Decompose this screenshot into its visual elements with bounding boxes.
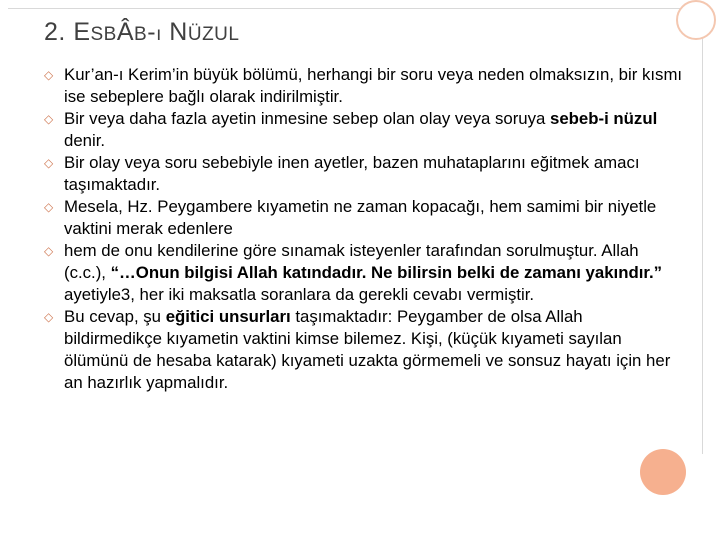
- bullet-bold-text: “…Onun bilgisi Allah katındadır. Ne bilirsin belki de zamanı yakındır.”: [110, 263, 663, 282]
- title-number: 2.: [44, 18, 66, 46]
- decorative-outline-circle: [676, 0, 716, 40]
- hollow-diamond-bullet-icon: ◇: [44, 200, 54, 214]
- title-part: B: [134, 24, 148, 45]
- bullet-item: [44, 64, 684, 108]
- hollow-diamond-bullet-icon: ◇: [44, 112, 54, 126]
- bullet-text: hem de onu kendilerine göre sınamak isteyenler tarafından sorulmuştur. Allah (c.c.),: [64, 241, 639, 282]
- slide-frame-top-line: [8, 8, 708, 9]
- title-part: ı: [156, 24, 162, 45]
- title-part: SB: [90, 24, 117, 45]
- bullet-text: denir.: [64, 131, 106, 150]
- title-part: E: [73, 18, 91, 46]
- bullet-list: [44, 64, 684, 394]
- bullet-item: [44, 240, 684, 306]
- decorative-orange-circle: [640, 449, 686, 495]
- hollow-diamond-bullet-icon: ◇: [44, 310, 54, 324]
- title-part: Â: [116, 18, 135, 46]
- bullet-text: Bir olay veya soru sebebiyle inen ayetler, bazen muhataplarını eğitmek amacı taşımaktadır.: [64, 153, 640, 194]
- bullet-item: [44, 196, 684, 240]
- bullet-item: [44, 108, 684, 152]
- bullet-bold-text: sebeb-i nüzul: [550, 109, 658, 128]
- slide-title: [44, 18, 239, 47]
- bullet-item: [44, 306, 684, 394]
- hollow-diamond-bullet-icon: ◇: [44, 156, 54, 170]
- slide-frame-right-line: [702, 8, 703, 454]
- bullet-text: Kur’an-ı Kerim’in büyük bölümü, herhangi bir soru veya neden olmaksızın, bir kısmı ise sebeplere bağlı olarak indirilmiştir.: [64, 65, 683, 106]
- bullet-item: [44, 152, 684, 196]
- title-part: ÜZUL: [187, 24, 240, 45]
- hollow-diamond-bullet-icon: ◇: [44, 244, 54, 258]
- hollow-diamond-bullet-icon: ◇: [44, 68, 54, 82]
- bullet-text: Bu cevap, şu: [64, 307, 166, 326]
- bullet-text: Mesela, Hz. Peygambere kıyametin ne zaman kopacağı, hem samimi bir niyetle vaktini merak edenlere: [64, 197, 657, 238]
- bullet-text: taşımaktadır: Peygamber de olsa Allah bildirmedikçe kıyametin vaktini kimse bilemez. Kişi, (küçük kıyameti sayılan ölümünü de hesaba katarak) kıyameti uzakta görmemeli ve sonsuz hayatı için her an hazırlık yapmalıdır.: [64, 307, 671, 392]
- title-part: -: [147, 18, 157, 46]
- bullet-text: ayetiyle3, her iki maksatla soranlara da gerekli cevabı vermiştir.: [64, 285, 535, 304]
- bullet-bold-text: eğitici unsurları: [165, 307, 291, 326]
- bullet-text: Bir veya daha fazla ayetin inmesine sebep olan olay veya soruya: [64, 109, 551, 128]
- title-part: N: [169, 18, 188, 46]
